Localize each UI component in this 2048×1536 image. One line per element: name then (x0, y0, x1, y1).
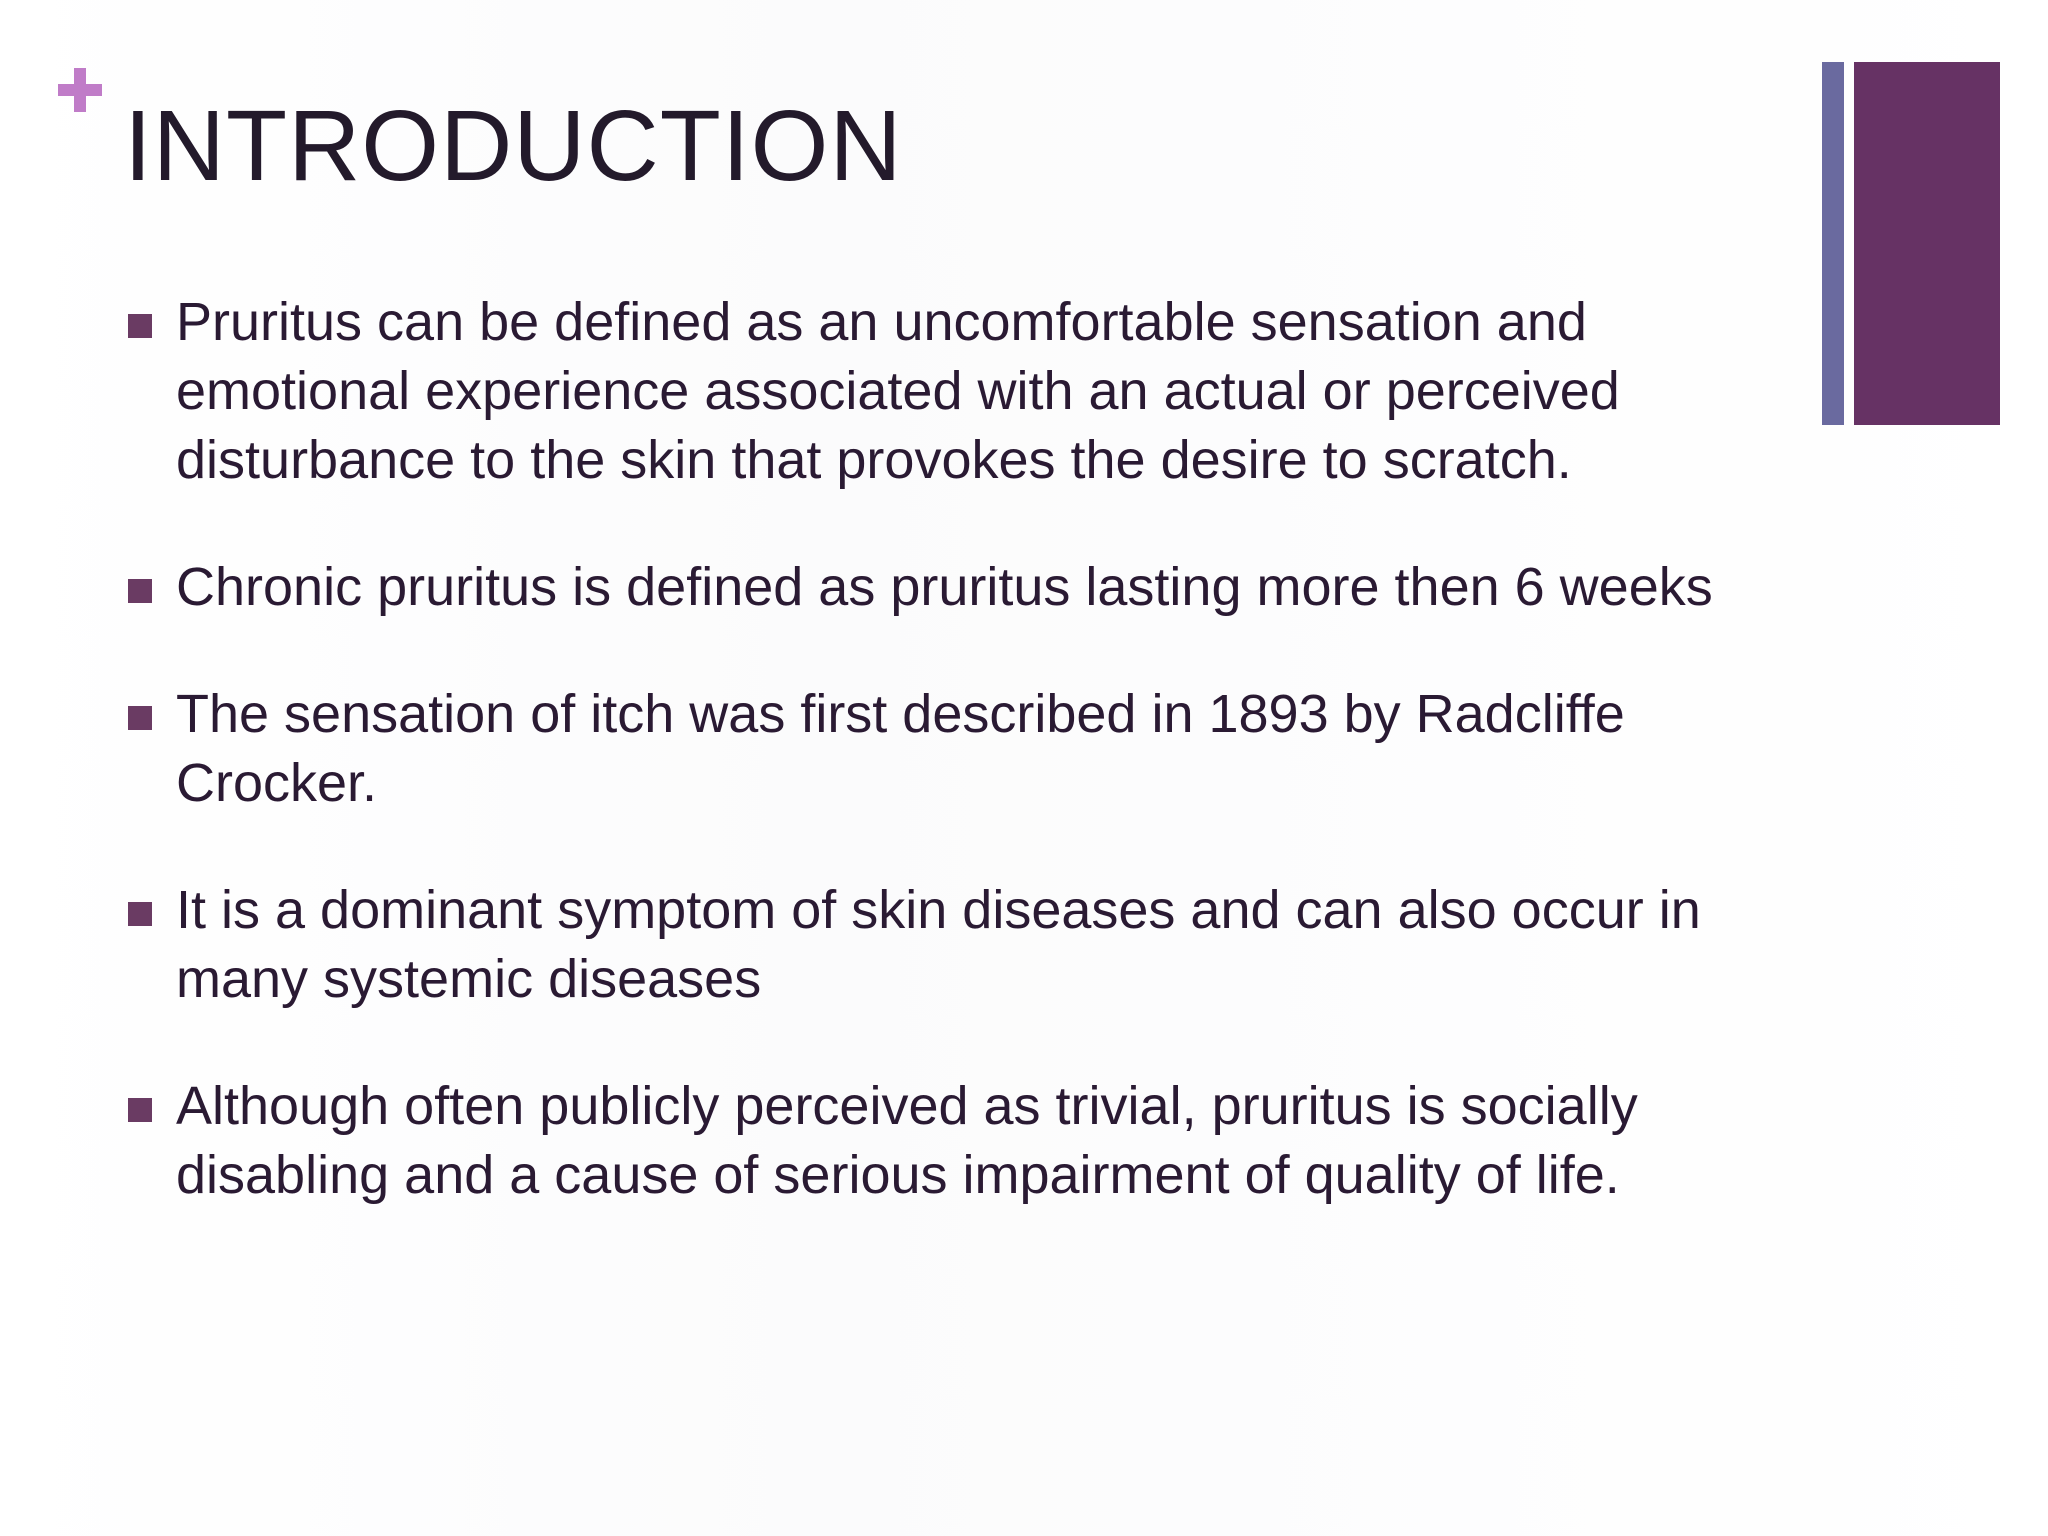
square-bullet-icon (128, 579, 152, 603)
bullet-text: It is a dominant symptom of skin diseases and can also occur in many systemic diseases (176, 880, 1701, 1009)
accent-bar-wide (1854, 62, 2000, 425)
bullet-item-5 (126, 1072, 1746, 1210)
bullet-item-4 (126, 876, 1746, 1014)
bullet-text: The sensation of itch was first described in 1893 by Radcliffe Crocker. (176, 684, 1625, 813)
bullet-list (126, 288, 1746, 1268)
square-bullet-icon (128, 706, 152, 730)
bullet-item-1 (126, 288, 1746, 495)
square-bullet-icon (128, 314, 152, 338)
square-bullet-icon (128, 902, 152, 926)
slide-title: INTRODUCTION (124, 90, 903, 202)
bullet-text: Although often publicly perceived as trivial, pruritus is socially disabling and a cause of serious impairment of quality of life. (176, 1076, 1638, 1205)
bullet-item-3 (126, 680, 1746, 818)
bullet-text: Pruritus can be defined as an uncomfortable sensation and emotional experience associated with an actual or perceived disturbance to the skin that provokes the desire to scratch. (176, 292, 1620, 490)
square-bullet-icon (128, 1098, 152, 1122)
bullet-item-2 (126, 553, 1746, 622)
bullet-text: Chronic pruritus is defined as pruritus lasting more then 6 weeks (176, 557, 1713, 617)
accent-bar-thin (1822, 62, 1844, 425)
plus-icon (52, 62, 108, 118)
